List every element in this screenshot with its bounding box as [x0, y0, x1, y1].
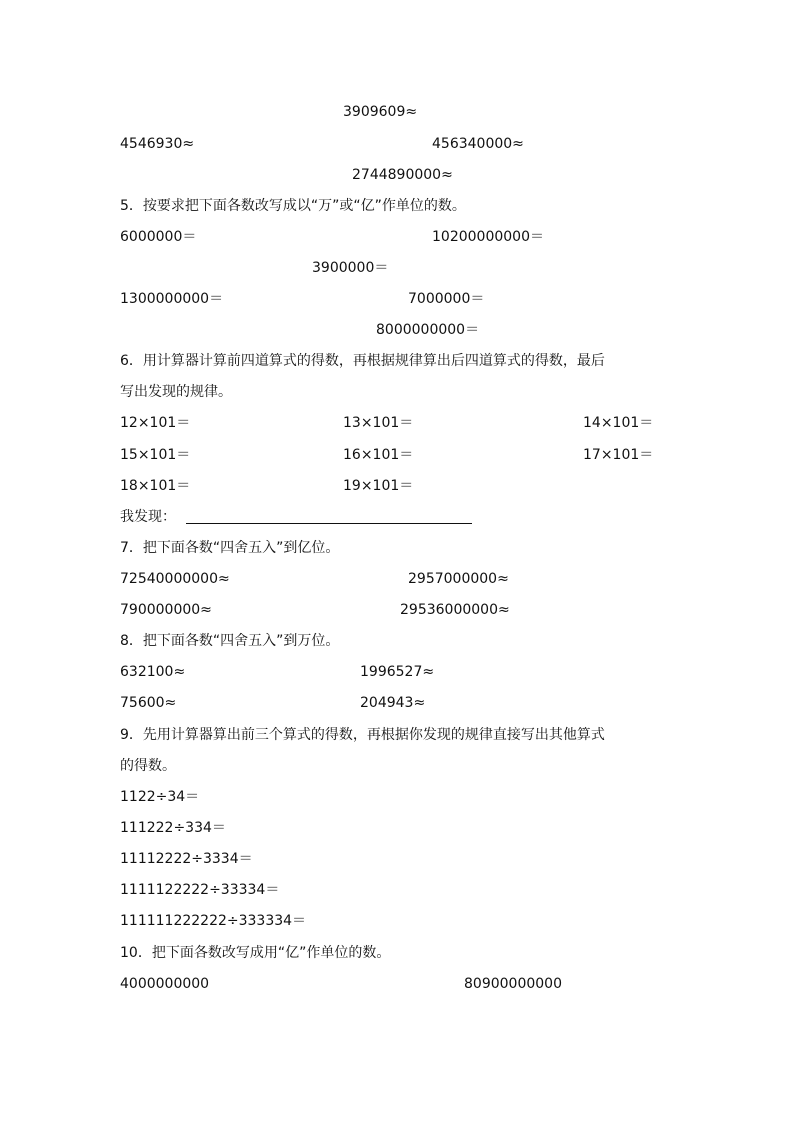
q7-item-3: 790000000≈ — [120, 602, 212, 618]
q8-item-1: 632100≈ — [120, 664, 186, 680]
q6-item-15: 15×101＝ — [120, 447, 191, 463]
q6-answer-blank[interactable] — [186, 523, 472, 524]
q6-item-19: 19×101＝ — [343, 478, 414, 494]
q7-item-4: 29536000000≈ — [400, 602, 510, 618]
q6-item-14: 14×101＝ — [583, 415, 654, 431]
q6-item-16: 16×101＝ — [343, 447, 414, 463]
question-6-title-line1: 6．用计算器计算前四道算式的得数，再根据规律算出后四道算式的得数，最后 — [120, 353, 605, 369]
question-9-title-line2: 的得数。 — [120, 758, 176, 774]
q9-item-5: 111111222222÷333334＝ — [120, 913, 307, 929]
q9-item-2: 111222÷334＝ — [120, 820, 226, 836]
q8-item-3: 75600≈ — [120, 695, 177, 711]
question-8-title: 8．把下面各数“四舍五入”到万位。 — [120, 633, 340, 649]
q5-item-1: 6000000＝ — [120, 229, 197, 245]
q5-item-5: 7000000＝ — [408, 291, 485, 307]
question-10-title: 10．把下面各数改写成用“亿”作单位的数。 — [120, 945, 391, 961]
q6-item-12: 12×101＝ — [120, 415, 191, 431]
q6-item-18: 18×101＝ — [120, 478, 191, 494]
q5-item-4: 1300000000＝ — [120, 291, 224, 307]
question-7-title: 7．把下面各数“四舍五入”到亿位。 — [120, 540, 340, 556]
q6-item-17: 17×101＝ — [583, 447, 654, 463]
q5-item-2: 10200000000＝ — [432, 229, 544, 245]
q6-found-label: 我发现： — [120, 509, 176, 525]
q8-item-4: 204943≈ — [360, 695, 426, 711]
q7-item-2: 2957000000≈ — [408, 571, 509, 587]
approx-item-4: 2744890000≈ — [352, 167, 453, 183]
q9-item-3: 11112222÷3334＝ — [120, 851, 253, 867]
question-5-title: 5．按要求把下面各数改写成以“万”或“亿”作单位的数。 — [120, 198, 466, 214]
question-6-title-line2: 写出发现的规律。 — [120, 384, 232, 400]
q8-item-2: 1996527≈ — [360, 664, 435, 680]
q6-item-13: 13×101＝ — [343, 415, 414, 431]
q10-item-2: 80900000000 — [464, 976, 562, 992]
approx-item-2: 4546930≈ — [120, 136, 195, 152]
q10-item-1: 4000000000 — [120, 976, 210, 992]
question-9-title-line1: 9．先用计算器算出前三个算式的得数，再根据你发现的规律直接写出其他算式 — [120, 727, 605, 743]
q5-item-6: 8000000000＝ — [376, 322, 480, 338]
approx-item-3: 456340000≈ — [432, 136, 524, 152]
approx-item-1: 3909609≈ — [343, 104, 418, 120]
q7-item-1: 72540000000≈ — [120, 571, 230, 587]
q5-item-3: 3900000＝ — [312, 260, 389, 276]
q9-item-4: 1111122222÷33334＝ — [120, 882, 280, 898]
q9-item-1: 1122÷34＝ — [120, 789, 200, 805]
